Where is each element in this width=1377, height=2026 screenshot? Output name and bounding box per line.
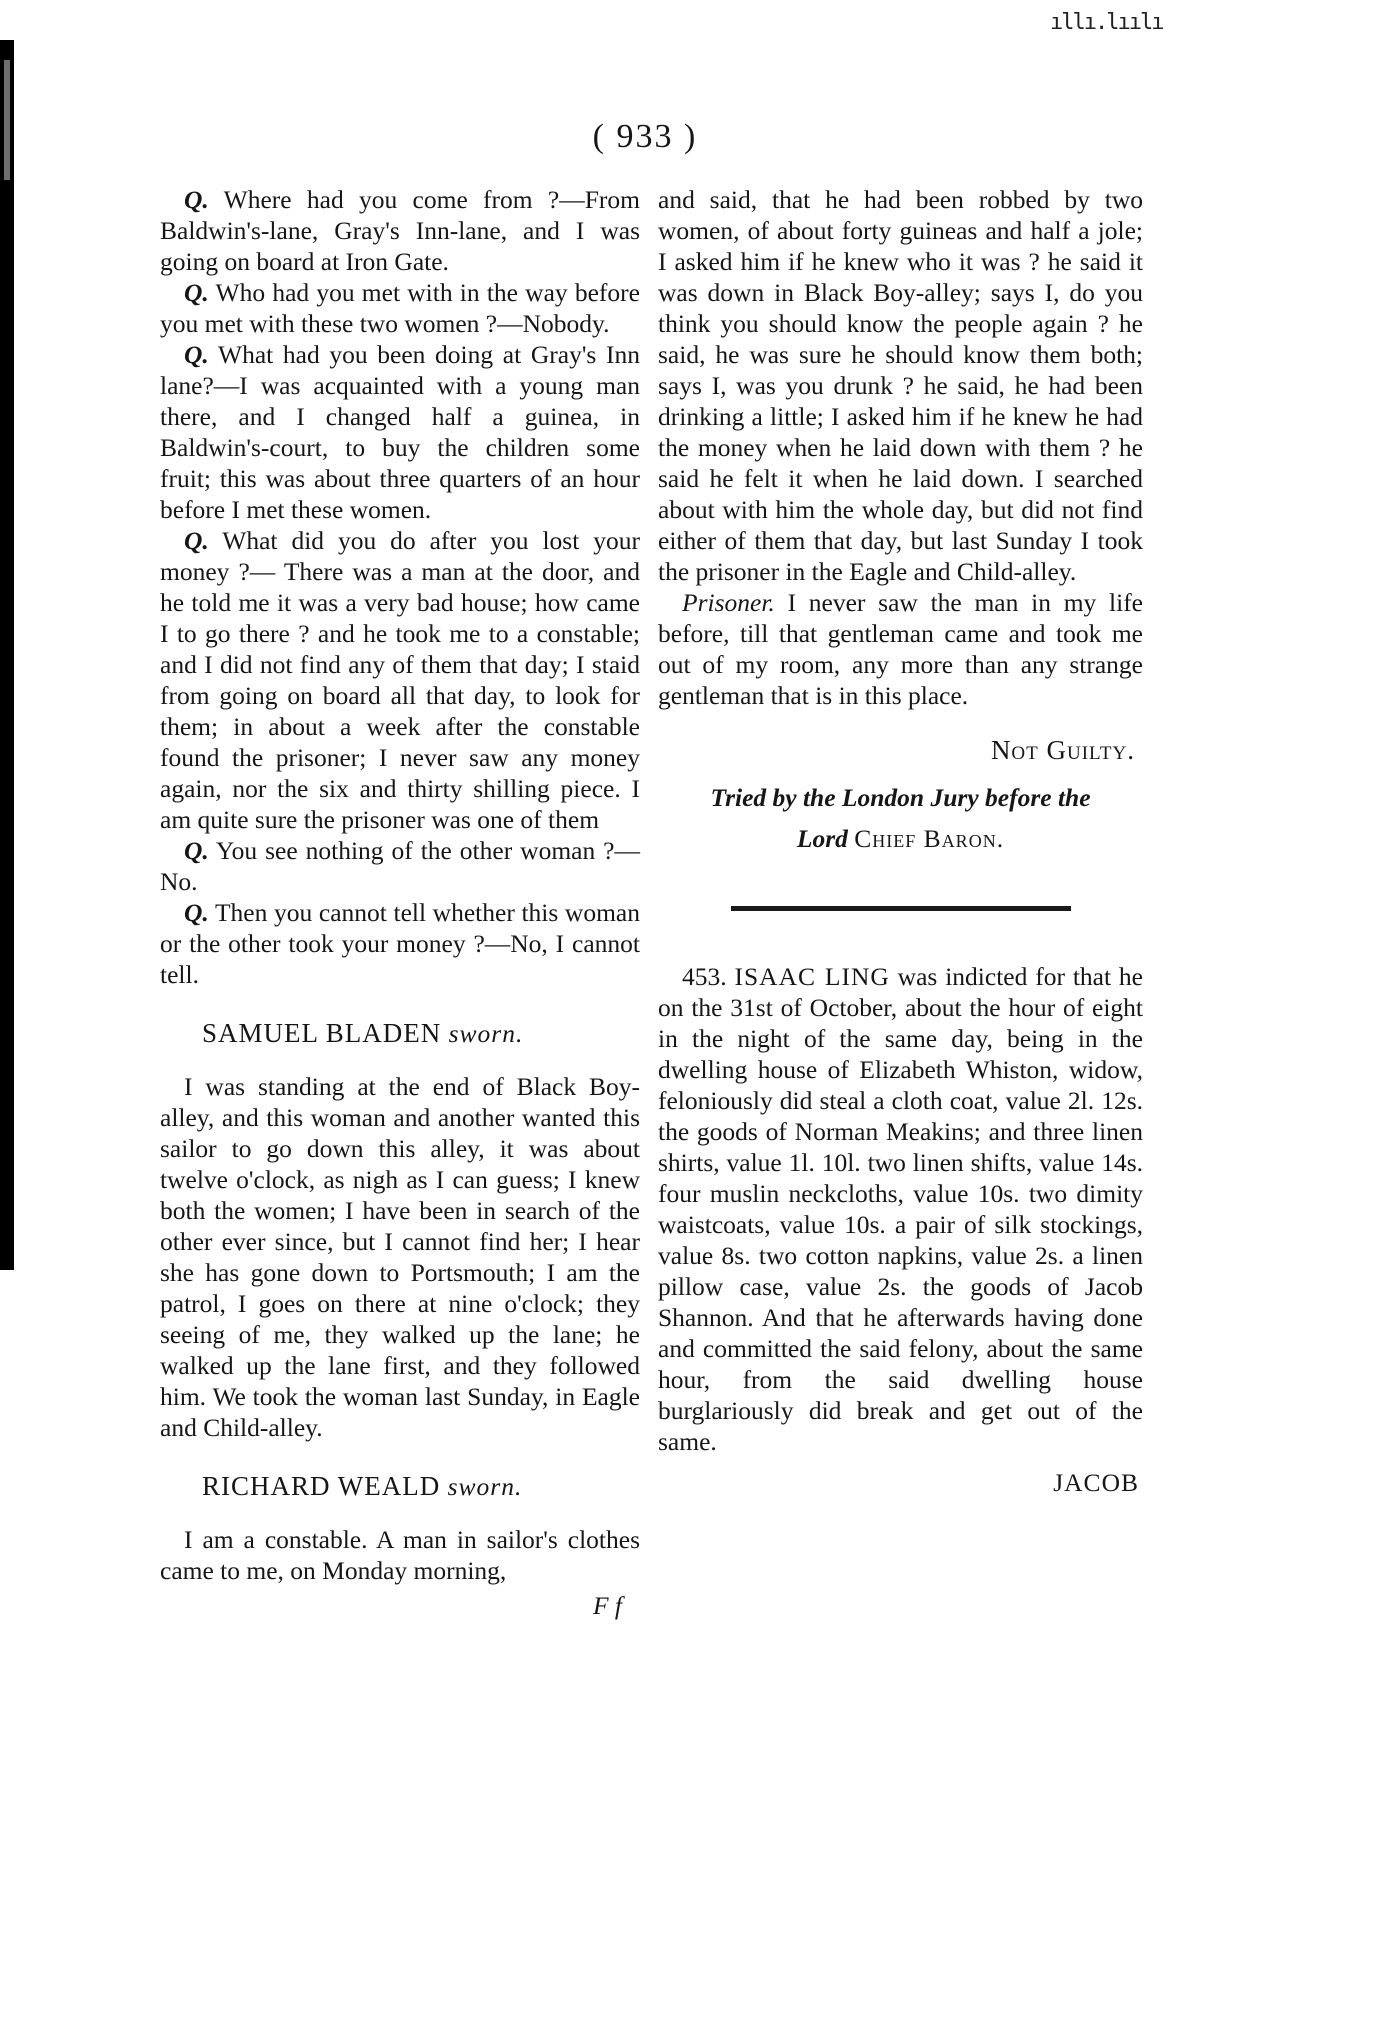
testimony-paragraph: I was standing at the end of Black Boy-alley, and this woman and another wanted this sailor to go down this alley, it was about twelve o'clock, as nigh as I can guess; I knew both the women; I have been in search of the other ever since, but I cannot find her; I hear she has gone down to Portsmouth; I am the patrol, I goes on there at nine o'clock; they seeing of me, they walked up the lane; he walked up the lane first, and they followed him. We took the woman last Sunday, in Eagle and Child-alley.	[160, 1072, 640, 1442]
question-paragraph	[160, 184, 640, 277]
verdict	[658, 735, 1143, 766]
question-paragraph	[160, 835, 640, 897]
defendant-name: ISAAC LING	[734, 962, 890, 991]
section-divider	[731, 906, 1071, 911]
prisoner-statement	[658, 587, 1143, 711]
witness-heading	[160, 1471, 640, 1502]
catchword: JACOB	[1053, 1468, 1139, 1497]
case-paragraph	[658, 961, 1143, 1457]
tried-by-line: Tried by the London Jury before the	[710, 783, 1091, 812]
question-marker: Q.	[184, 898, 209, 927]
sworn-label: sworn.	[448, 1019, 524, 1048]
testimony-continuation: and said, that he had been robbed by two women, of about forty guineas and half a jole; I asked him if he knew who it was ? he said it was down in Black Boy-alley; says I, do you think you should know the people again ? he said, he was sure he should know them both; says I, was you drunk ? he said, he had been drinking a little; I asked him if he knew he had the money when he laid down with them ? he said he felt it when he laid down. I searched about with him the whole day, but did not find either of them that day, but last Sunday I took the prisoner in the Eagle and Child-alley.	[658, 185, 1143, 586]
question-text: You see nothing of the other woman ?—No.	[160, 836, 640, 896]
court-officer-title: Chief Baron.	[854, 824, 1005, 853]
question-marker: Q.	[184, 340, 209, 369]
question-text: Then you cannot tell whether this woman or the other took your money ?—No, I cannot tell.	[160, 898, 640, 989]
left-column	[160, 184, 640, 1621]
page-number: ( 933 )	[592, 118, 698, 155]
indictment-text: was indicted for that he on the 31st of October, about the hour of eight in the night of the same day, being in the dwelling house of Elizabeth Whiston, widow, feloniously did steal a cloth coat, value 2l. 12s. the goods of Norman Meakins; and three linen shirts, value 1l. 10l. two linen shifts, value 14s. four muslin neckcloths, value 10s. two dimity waistcoats, value 10s. a pair of silk stockings, value 8s. two cotton napkins, value 2s. a linen pillow case, value 2s. the goods of Jacob Shannon. And that he afterwards having done and committed the said felony, about the same hour, from the said dwelling house burglariously did break and get out of the same.	[658, 962, 1143, 1456]
question-marker: Q.	[184, 836, 209, 865]
testimony-paragraph: I am a constable. A man in sailor's clothes came to me, on Monday morning,	[160, 1525, 640, 1585]
case-number: 453.	[682, 962, 727, 991]
question-paragraph	[160, 897, 640, 990]
question-marker: Q.	[184, 278, 209, 307]
prisoner-label: Prisoner.	[682, 588, 775, 617]
right-column	[658, 184, 1143, 1498]
sworn-label: sworn.	[447, 1472, 523, 1501]
witness-name: SAMUEL BLADEN	[202, 1018, 442, 1048]
witness-heading	[160, 1018, 640, 1049]
lord-prefix: Lord	[796, 824, 848, 853]
question-text: Who had you met with in the way before you met with these two women ?—Nobody.	[160, 278, 640, 338]
question-text: What did you do after you lost your money ?— There was a man at the door, and he told me it was a very bad house; how came I to go there ? and he took me to a constable; and I did not find any of them that day; I staid from going on board all that day, to look for them; in about a week after the constable found the prisoner; I never saw any money again, nor the six and thirty shilling piece. I am quite sure the prisoner was one of them	[160, 526, 640, 834]
question-marker: Q.	[184, 526, 209, 555]
prisoner-text: I never saw the man in my life before, till that gentleman came and took me out of my room, any more than any strange gentleman that is in this place.	[658, 588, 1144, 710]
header-mark: ıllı.lıılı	[1050, 10, 1163, 35]
question-text: Where had you come from ?—From Baldwin's-lane, Gray's Inn-lane, and I was going on board at Iron Gate.	[160, 185, 640, 276]
witness-name: RICHARD WEALD	[202, 1471, 441, 1501]
scan-edge-highlight	[4, 60, 10, 180]
court-officer-line	[658, 823, 1143, 854]
verdict-text: Not Guilty.	[990, 735, 1135, 765]
question-paragraph	[160, 277, 640, 339]
question-text: What had you been doing at Gray's Inn lane?—I was acquainted with a young man there, and I changed half a guinea, in Baldwin's-court, to buy the children some fruit; this was about three quarters of an hour before I met these women.	[160, 340, 640, 524]
question-paragraph	[160, 525, 640, 835]
scan-edge-shadow	[0, 40, 14, 1270]
question-paragraph	[160, 339, 640, 525]
question-marker: Q.	[184, 185, 209, 214]
printer-signature: F f	[592, 1591, 622, 1620]
